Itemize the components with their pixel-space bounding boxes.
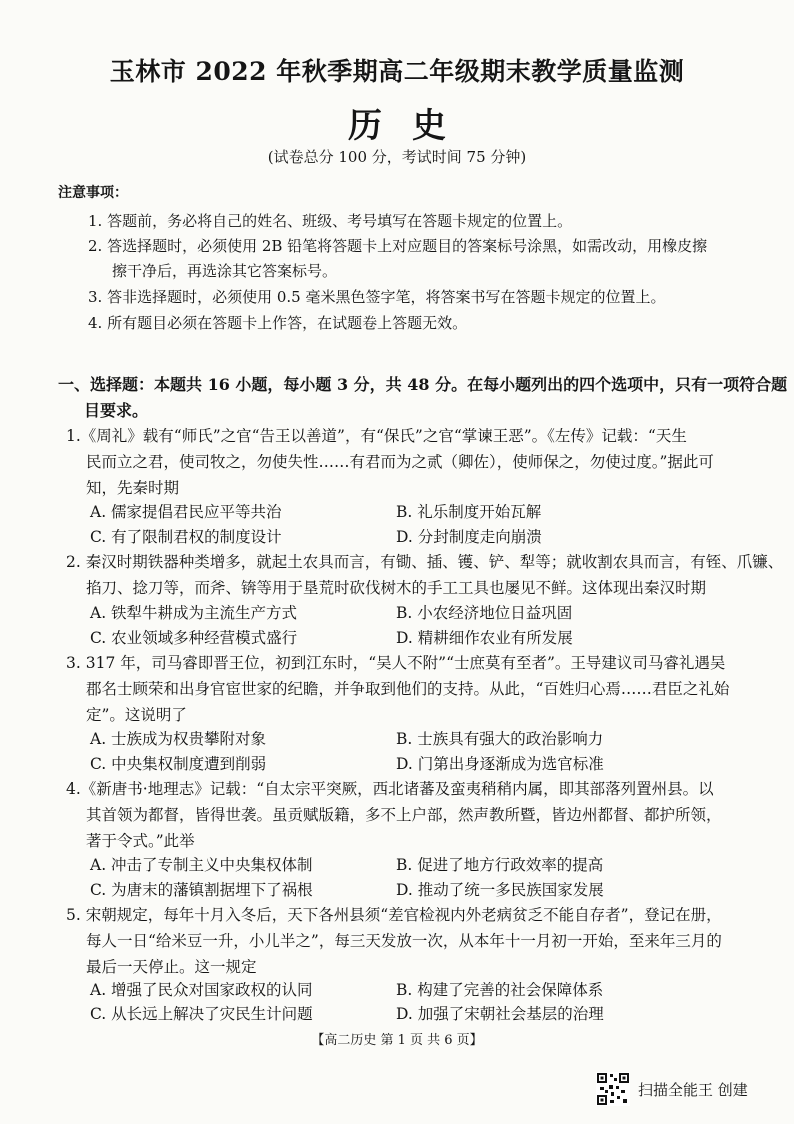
note-item: 擦干净后，再选涂其它答案标号。 xyxy=(112,262,338,280)
question-2-option-d: D. 精耕细作农业有所发展 xyxy=(396,629,573,647)
note-item: 4. 所有题目必须在答题卡上作答，在试题卷上答题无效。 xyxy=(88,314,468,332)
question-1-option-b: B. 礼乐制度开始瓦解 xyxy=(396,503,542,521)
notes-heading: 注意事项： xyxy=(58,185,128,201)
scanner-label: 扫描全能王 创建 xyxy=(638,1080,748,1099)
question-3-option-c: C. 中央集权制度遭到削弱 xyxy=(90,755,267,773)
question-3-text: 郡名士顾荣和出身官宦世家的纪瞻，并争取到他们的支持。从此，“百姓归心焉……君臣之礼始 xyxy=(86,680,730,698)
question-1-text: 民而立之君，使司牧之，勿使失性……有君而为之贰（卿佐），使师保之，勿使过度。”据此可 xyxy=(86,453,714,471)
question-1-text: 1.《周礼》载有“师氏”之官“告王以善道”，有“保氏”之官“掌谏王恶”。《左传》记载：“天生 xyxy=(66,427,687,445)
note-item: 2. 答选择题时，必须使用 2B 铅笔将答题卡上对应题目的答案标号涂黑，如需改动，用橡皮擦 xyxy=(88,237,708,255)
section-heading-cont: 目要求。 xyxy=(84,401,149,420)
question-2-option-b: B. 小农经济地位日益巩固 xyxy=(396,604,573,622)
question-1-text: 知，先秦时期 xyxy=(86,479,180,497)
question-4-option-c: C. 为唐末的藩镇割据埋下了祸根 xyxy=(90,881,313,899)
section-heading: 一、选择题：本题共 16 小题，每小题 3 分，共 48 分。在每小题列出的四个选项中，只有一项符合题 xyxy=(58,375,788,394)
question-3-text: 3. 317 年，司马睿即晋王位，初到江东时，“吴人不附”“士庶莫有至者”。王导建议司马睿礼遇吴 xyxy=(66,654,726,672)
question-4-text: 著于令式。”此举 xyxy=(86,832,195,850)
question-5-option-d: D. 加强了宋朝社会基层的治理 xyxy=(396,1005,604,1023)
question-4-option-a: A. 冲击了专制主义中央集权体制 xyxy=(90,856,313,874)
question-5-option-c: C. 从长远上解决了灾民生计问题 xyxy=(90,1005,313,1023)
question-5-text: 每人一日“给米豆一升，小儿半之”，每三天发放一次，从本年十一月初一开始，至来年三月的 xyxy=(86,932,722,950)
exam-info: (试卷总分 100 分，考试时间 75 分钟) xyxy=(267,148,527,166)
question-4-text: 其首领为都督，皆得世袭。虽贡赋版籍，多不上户部，然声教所暨，皆边州都督、都护所领， xyxy=(86,806,722,824)
question-5-option-a: A. 增强了民众对国家政权的认同 xyxy=(90,981,313,999)
question-5-option-b: B. 构建了完善的社会保障体系 xyxy=(396,981,604,999)
question-2-text: 2. 秦汉时期铁器种类增多，就起土农具而言，有锄、插、镬、铲、犁等；就收割农具而言，有铚、爪镰、 xyxy=(66,553,784,571)
question-3-option-b: B. 士族具有强大的政治影响力 xyxy=(396,730,604,748)
note-item: 3. 答非选择题时，必须使用 0.5 毫米黑色签字笔，将答案书写在答题卡规定的位置上。 xyxy=(88,288,666,306)
question-2-option-c: C. 农业领域多种经营模式盛行 xyxy=(90,629,298,647)
note-item: 1. 答题前，务必将自己的姓名、班级、考号填写在答题卡规定的位置上。 xyxy=(88,212,573,230)
exam-title: 玉林市 2022 年秋季期高二年级期末教学质量监测 xyxy=(109,57,685,86)
question-1-option-a: A. 儒家提倡君民应平等共治 xyxy=(90,503,282,521)
question-3-option-d: D. 门第出身逐渐成为选官标准 xyxy=(396,755,604,773)
question-4-option-b: B. 促进了地方行政效率的提高 xyxy=(396,856,604,874)
question-1-option-d: D. 分封制度走向崩溃 xyxy=(396,528,542,546)
page-footer: 【高二历史 第 1 页 共 6 页】 xyxy=(311,1033,483,1048)
qr-code-icon xyxy=(596,1072,630,1106)
subject-title: 历史 xyxy=(348,106,476,146)
question-4-text: 4.《新唐书·地理志》记载：“自太宗平突厥，西北诸蕃及蛮夷稍稍内属，即其部落列置州县。以 xyxy=(66,780,714,798)
scanner-watermark xyxy=(596,1072,748,1106)
question-4-option-d: D. 推动了统一多民族国家发展 xyxy=(396,881,604,899)
question-2-option-a: A. 铁犁牛耕成为主流生产方式 xyxy=(90,604,298,622)
question-2-text: 掐刀、捻刀等，而斧、锛等用于垦荒时砍伐树木的手工工具也屡见不鲜。这体现出秦汉时期 xyxy=(86,579,707,597)
question-5-text: 最后一天停止。这一规定 xyxy=(86,958,257,976)
question-5-text: 5. 宋朝规定，每年十月入冬后，天下各州县须“差官检视内外老病贫乏不能自存者”，登记在册， xyxy=(66,906,722,924)
question-1-option-c: C. 有了限制君权的制度设计 xyxy=(90,528,282,546)
question-3-text: 定”。这说明了 xyxy=(86,706,187,724)
question-3-option-a: A. 士族成为权贵攀附对象 xyxy=(90,730,267,748)
